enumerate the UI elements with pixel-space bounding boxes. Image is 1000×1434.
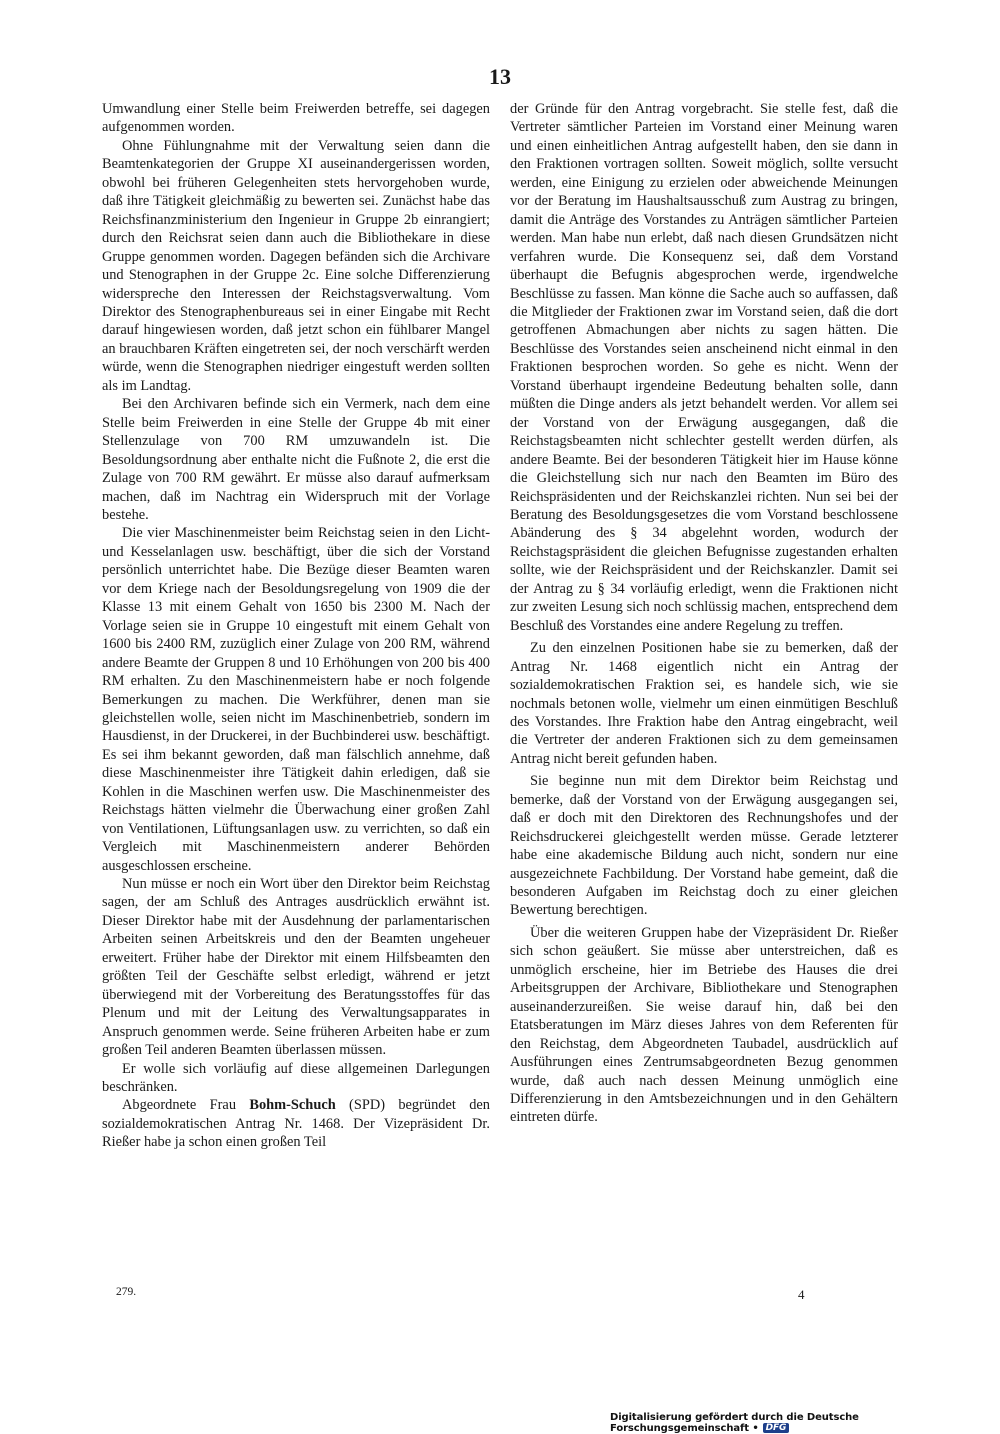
- paragraph: Zu den einzelnen Positionen habe sie zu bemerken, daß der Antrag Nr. 1468 eigentlich nicht ein Antrag der sozialdemokratischen Fraktion sei, es handele sich, wie sie nochmals betonen wolle, vielmehr um einen einmütigen Beschluß des Vorstandes. Ihre Fraktion habe den Antrag eingebracht, weil die Vertreter der anderen Fraktionen sich zu dem gemeinsamen Antrag nicht bereit gefunden haben.: [510, 640, 898, 767]
- paragraph: Bei den Archivaren befinde sich ein Vermerk, nach dem eine Stelle beim Freiwerden in eine Stelle der Gruppe 4b mit einer Stellenzulage von 700 RM umzuwandeln ist. Die Besoldungsordnung aber enthalte nicht die Fußnote 2, die erst die Zulage von 700 RM gewährt. Er müsse also darauf aufmerksam machen, daß im Nachtrag ein Widerspruch mit der Vorlage bestehe.: [102, 396, 490, 523]
- paragraph: Über die weiteren Gruppen habe der Vizepräsident Dr. Rießer sich schon geäußert. Sie müsse aber unterstreichen, daß es unmöglich erscheine, hier im Betriebe des Hauses die drei Arbeitsgruppen der Archivare, Bibliothekare und Stenographen auseinanderzureißen. Sie weise darauf hin, daß bei den Etatsberatungen im März dieses Jahres von dem Referenten für den Reichstag, dem Abgeordneten Taubadel, ausdrücklich auf Ausführungen eines Zentrumsabgeordneten Bezug genommen wurde, daß auch nach dessen Meinung unmöglich eine Differenzierung in den Amtsbezeichnungen und in den Gehältern eintreten dürfe.: [510, 924, 898, 1126]
- paragraph: Er wolle sich vorläufig auf diese allgemeinen Darlegungen beschränken.: [102, 1060, 490, 1096]
- paragraph: Umwandlung einer Stelle beim Freiwerden betreffe, sei dagegen aufgenommen worden.: [102, 101, 490, 136]
- dfg-logo: DFG: [763, 1423, 790, 1433]
- speaker-intro: Abgeordnete Frau: [122, 1097, 250, 1114]
- speaker-text: (SPD) begründet den sozialdemokratischen Antrag Nr. 1468. Der Vizepräsident Dr. Rießer habe ja schon einen großen Teil: [102, 1097, 490, 1151]
- paragraph: Sie beginne nun mit dem Direktor beim Reichstag und bemerke, daß der Vorstand von der Erwägung ausgegangen sei, daß er doch mit den Direktoren des Rechnungshofes und der Reichsdruckerei gleichgestellt werden müsse. Gerade letzterer habe eine akademische Bildung auch nicht, sondern nur eine ausgezeichnete Fachbildung. Der Vorstand habe gemeint, daß die besonderen Aufgaben im Reichstag doch zu einer gleichen Bewertung berechtigen.: [510, 773, 898, 919]
- paragraph: Nun müsse er noch ein Wort über den Direktor beim Reichstag sagen, der am Schluß des Antrages ausdrücklich erwähnt ist. Dieser Direktor habe mit der Ausdehnung der parlamentarischen Arbeiten seinen Arbeitskreis und den der Beamten ungeheuer erweitert. Früher habe der Direktor mit einem Hilfsbeamten den größten Teil der Geschäfte selbst erledigt, während er jetzt überwiegend mit der Vorbereitung des Beratungsstoffes für das Plenum und mit der Leitung des Verwaltungsapparates in Anspruch genommen werde. Seine früheren Arbeiten habe er zum großen Teil anderen Beamten überlassen müssen.: [102, 876, 490, 1059]
- right-column: [510, 100, 898, 1127]
- page-number: 13: [489, 64, 511, 89]
- digitization-credit: [610, 1412, 1000, 1434]
- paragraph: Die vier Maschinenmeister beim Reichstag seien in den Licht- und Kesselanlagen usw. beschäftigt, über die sich der Vorstand persönlich unterrichtet habe. Die Bezüge dieser Beamten waren vor dem Kriege nach der Besoldungsregelung von 1909 die der Klasse 13 mit einem Gehalt von 1650 bis 2300 M. Nach der Vorlage seien sie in Gruppe 10 eingestuft mit einem Gehalt von 1600 bis 2400 RM, zuzüglich einer Zulage von 200 RM, während andere Beamte der Gruppen 8 und 10 Erhöhungen von 200 bis 400 RM erhalten. Zu den Maschinenmeistern habe er noch folgende Bemerkungen zu machen. Die Werkführer, denen man sie gleichstellen wolle, seien nicht im Maschinenbetrieb, sondern im Hausdienst, in der Druckerei, in der Buchbinderei usw. beschäftigt. Es sei ihm bekannt geworden, daß man fälschlich annehme, daß diese Maschinenmeister ihre Tätigkeit dahin erledigen, daß sie Kohlen in die Maschinen werfen usw. Die Maschinenmeister des Reichstags hätten vielmehr die Überwachung einer großen Zahl von Ventilationen, Lüftungsanlagen usw. zu verrichten, so daß ein Vergleich mit Maschinenmeistern anderer Behörden ausgeschlossen erscheine.: [102, 525, 490, 874]
- speaker-paragraph: [102, 1096, 490, 1151]
- paragraph: der Gründe für den Antrag vorgebracht. Sie stelle fest, daß die Vertreter sämtlicher Parteien im Vorstand einer Meinung waren und einen einheitlichen Antrag aufgestellt haben, den sie dann in den Fraktionen vortragen sollten. Soweit möglich, sollte versucht werden, eine Einigung zu erzielen oder abweichende Meinungen vor der Beratung im Haushaltsausschuß zum Austrag zu bringen, damit die Anträge des Vorstandes zu Anträgen sämtlicher Parteien werden. Man habe nun erlebt, daß nach diesen Grundsätzen nicht verfahren wurde. Die Konsequenz sei, daß dem Vorstand überhaupt die Befugnis abgesprochen werde, irgendwelche Beschlüsse zu fassen. Man könne die Sache auch so auffassen, daß die Mitglieder der Fraktionen zwar im Vorstand seien, daß die dort getroffenen Abmachungen aber nichts zu sagen hätten. Die Beschlüsse des Vorstandes seien anscheinend nicht einmal in den Fraktionen besprochen worden. So gehe es nicht. Wenn der Vorstand überhaupt irgendeine Bedeutung behalten solle, dann müßten die Dinge anders als jetzt behandelt werden. Vor allem sei der Vorstand von der Erwägung ausgegangen, daß die Reichstagsbeamten nicht schlechter gestellt werden dürfen, als andere Beamte. Bei der besonderen Tätigkeit hier im Hause könne die Gleichstellung sich nur nach den Beamten im Büro des Reichspräsidenten und der Reichskanzlei richten. Nun sei bei der Beratung des Besoldungsgesetzes die vom Vorstand beschlossene Abänderung des § 34 abgelehnt worden, wodurch der Reichstagspräsident die gleichen Befugnisse zugestanden erhalten sollte, wie der Reichspräsident und der Reichskanzler. Damit sei der Antrag zu § 34 vorläufig erledigt, wenn die Fraktionen nicht zur zweiten Lesung sich noch schlüssig machen, entsprechend dem Beschluß des Vorstandes eine andere Regelung zu treffen.: [510, 101, 898, 634]
- left-column: [102, 100, 490, 1152]
- signature-mark-right: 4: [798, 1287, 805, 1302]
- paragraph: Ohne Fühlungnahme mit der Verwaltung seien dann die Beamtenkategorien der Gruppe XI auseinandergerissen worden, obwohl bei früheren Gelegenheiten stets hervorgehoben wurde, daß ihre Tätigkeit gleichmäßig zu bewerten sei. Zunächst habe das Reichsfinanzministerium den Ingenieur in Gruppe 2b einrangiert; durch den Reichsrat seien dann auch die Bibliothekare in diese Gruppe genommen worden. Dagegen befänden sich die Archivare und Stenographen in der Gruppe 2c. Eine solche Differenzierung widerspreche den Interessen der Reichstagsverwaltung. Vom Direktor des Stenographenbureaus sei in einer Eingabe mit Recht darauf hingewiesen worden, daß jetzt schon ein fühlbarer Mangel an brauchbaren Kräften eingetreten sei, der noch verschärft werden würde, wenn die Stenographen niedriger eingestuft werden sollten als im Landtag.: [102, 137, 490, 394]
- signature-mark-left: 279.: [116, 1286, 137, 1298]
- speaker-name: Bohm-Schuch: [249, 1097, 336, 1114]
- footer-text: Digitalisierung gefördert durch die Deutsche Forschungsgemeinschaft •: [610, 1412, 859, 1434]
